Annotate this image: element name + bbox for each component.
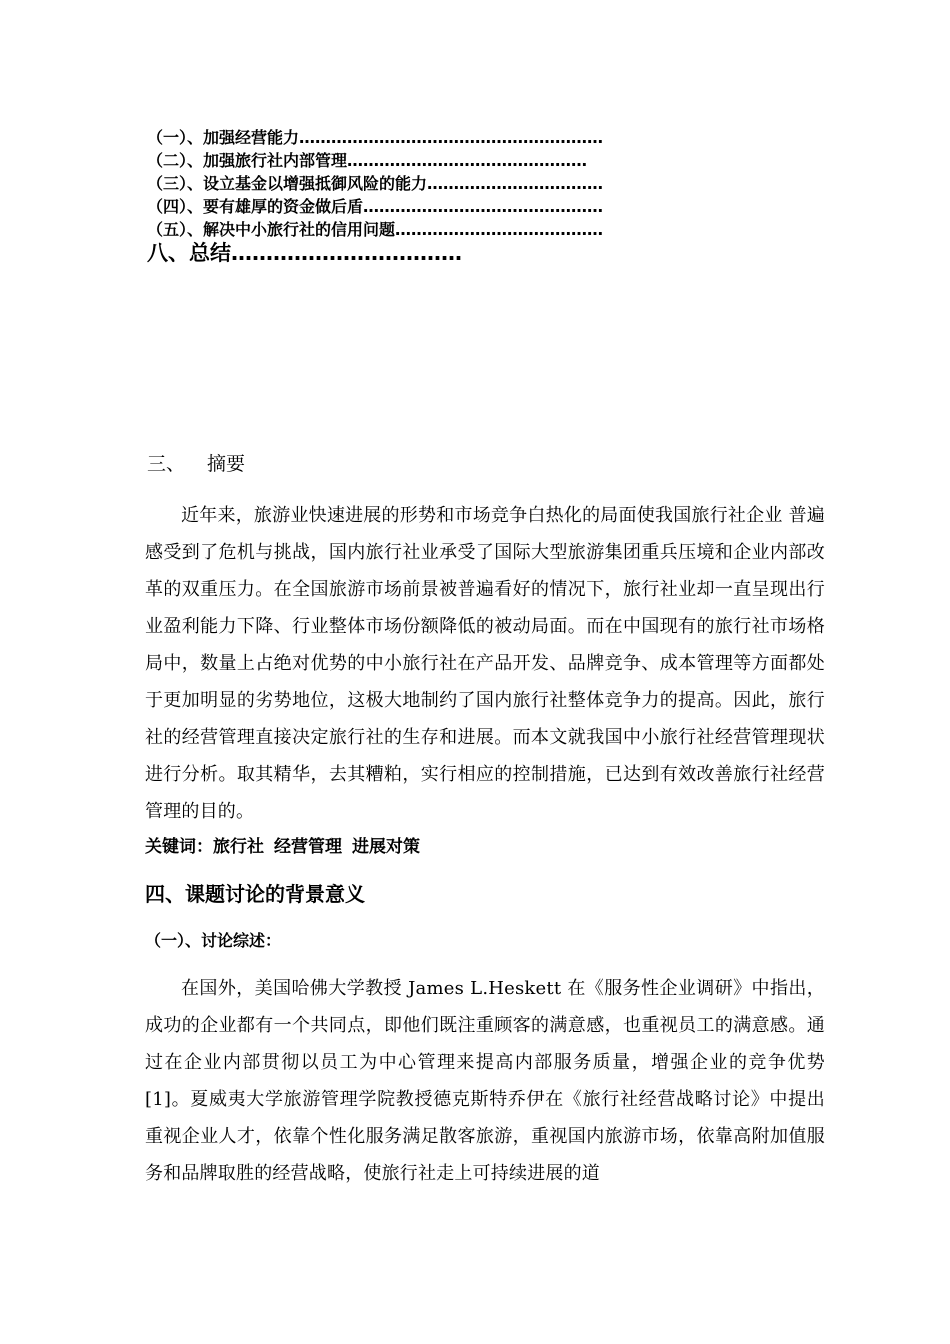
subsection-heading-review: （一）、讨论综述： [145, 931, 282, 950]
toc-major-item[interactable]: 八、总结…………………………… [147, 241, 462, 265]
keywords-label: 关键词： [145, 837, 213, 857]
section-title: 摘要 [207, 453, 246, 475]
toc-item[interactable]: （二）、加强旅行社内部管理……………………………………… [147, 151, 588, 170]
section-heading-abstract [147, 450, 245, 478]
toc-item[interactable]: （四）、要有雄厚的资金做后盾……………………………………… [147, 197, 604, 216]
toc-item[interactable]: （五）、解决中小旅行社的信用问题………………………………… [147, 220, 604, 239]
keyword: 经营管理 [274, 837, 342, 857]
section-number: 三、 [147, 453, 186, 475]
abstract-paragraph: 近年来，旅游业快速进展的形势和市场竞争白热化的局面使我国旅行社企业 普遍感受到了危机与挑战，国内旅行社业承受了国际大型旅游集团重兵压境和企业内部改革的双重压力。在全国旅游市场前景被普遍看好的情况下，旅行社业却一直呈现出行业盈利能力下降、行业整体市场份额降低的被动局面。而在中国现有的旅行社市场格局中，数量上占绝对优势的中小旅行社在产品开发、品牌竞争、成本管理等方面都处于更加明显的劣势地位，这极大地制约了国内旅行社整体竞争力的提高。因此，旅行社的经营管理直接决定旅行社的生存和进展。而本文就我国中小旅行社经营管理现状进行分析。取其精华，去其糟粕，实行相应的控制措施，已达到有效改善旅行社经营管理的目的。 [145, 505, 825, 822]
review-paragraph: 在国外，美国哈佛大学教授 James L.Heskett 在《服务性企业调研》中指出，成功的企业都有一个共同点，即他们既注重顾客的满意感，也重视员工的满意感。通过在企业内部贯彻以员工为中心管理来提高内部服务质量，增强企业的竞争优势[1]。夏威夷大学旅游管理学院教授德克斯特乔伊在《旅行社经营战略讨论》中提出重视企业人才，依靠个性化服务满足散客旅游，重视国内旅游市场，依靠高附加值服务和品牌取胜的经营战略，使旅行社走上可持续进展的道 [145, 978, 825, 1184]
keyword: 进展对策 [352, 837, 420, 857]
toc-item[interactable]: （三）、设立基金以增强抵御风险的能力…………………………… [147, 174, 604, 193]
table-of-contents [147, 126, 847, 268]
section-heading-background: 四、课题讨论的背景意义 [145, 882, 365, 906]
toc-item[interactable]: （一）、加强经营能力………………………………………………… [147, 128, 604, 147]
keyword: 旅行社 [213, 837, 264, 857]
keywords-line [145, 834, 430, 860]
